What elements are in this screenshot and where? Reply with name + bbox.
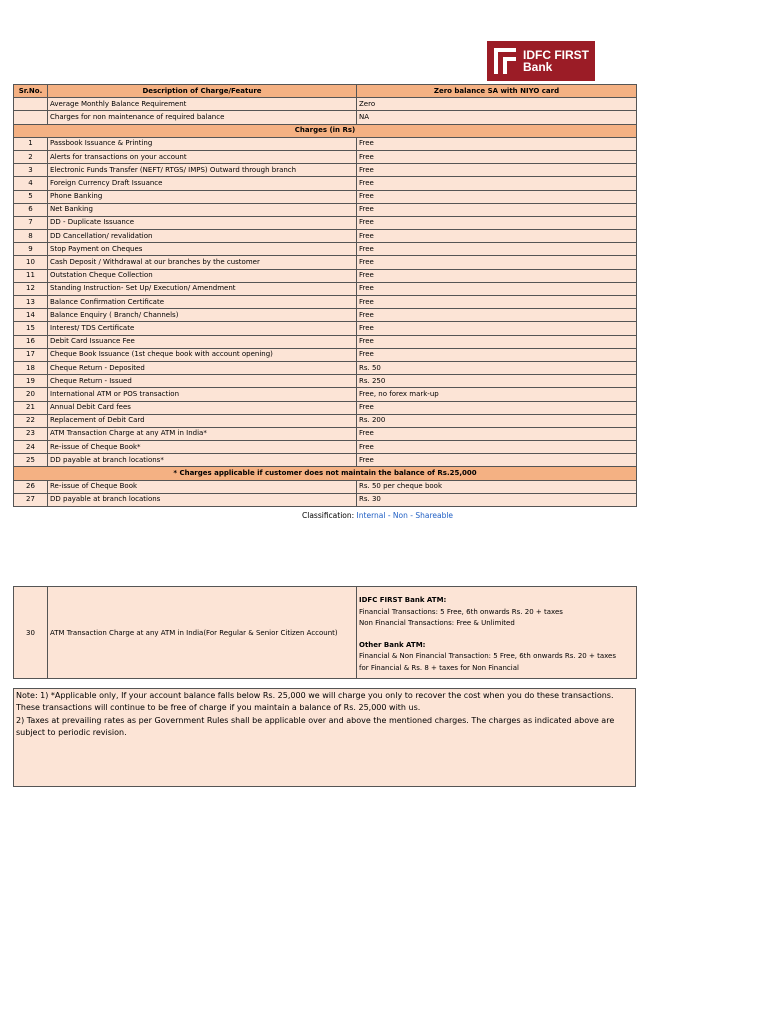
row-value: Free	[357, 190, 637, 203]
row-description: ATM Transaction Charge at any ATM in India*	[48, 427, 357, 440]
row-description: Passbook Issuance & Printing	[48, 137, 357, 150]
row-srno: 18	[14, 361, 48, 374]
other-atm-title: Other Bank ATM:	[359, 640, 426, 649]
table-row	[14, 243, 637, 256]
row-value: Rs. 30	[357, 493, 637, 506]
logo-line2: Bank	[523, 60, 553, 74]
row-srno: 11	[14, 269, 48, 282]
row-value: Free	[357, 164, 637, 177]
row-value: Zero	[357, 98, 637, 111]
table-row	[14, 150, 637, 163]
row-description: Cheque Return - Issued	[48, 375, 357, 388]
table-row	[14, 111, 637, 124]
idfc-atm-line1: Financial Transactions: 5 Free, 6th onwards Rs. 20 + taxes	[359, 607, 563, 616]
row-value: Free	[357, 282, 637, 295]
row-value: Free	[357, 296, 637, 309]
row-description: DD - Duplicate Issuance	[48, 216, 357, 229]
table-row	[14, 335, 637, 348]
table-row	[14, 164, 637, 177]
row-srno: 21	[14, 401, 48, 414]
row-description: International ATM or POS transaction	[48, 388, 357, 401]
section-charges-title: Charges (in Rs)	[14, 124, 637, 137]
table-row	[14, 98, 637, 111]
row-value: Free	[357, 401, 637, 414]
row-description: Cash Deposit / Withdrawal at our branches by the customer	[48, 256, 357, 269]
row-value: Free	[357, 348, 637, 361]
row-value: Rs. 50 per cheque book	[357, 480, 637, 493]
table-row	[14, 282, 637, 295]
table-row	[14, 587, 637, 679]
table-row	[14, 269, 637, 282]
row-value: NA	[357, 111, 637, 124]
row-description: Annual Debit Card fees	[48, 401, 357, 414]
table-row	[14, 309, 637, 322]
table-row	[14, 441, 637, 454]
row-value: Free	[357, 335, 637, 348]
idfc-atm-line2: Non Financial Transactions: Free & Unlimited	[359, 619, 515, 627]
row-srno: 24	[14, 441, 48, 454]
row-description: Outstation Cheque Collection	[48, 269, 357, 282]
row-description: Stop Payment on Cheques	[48, 243, 357, 256]
row-srno: 19	[14, 375, 48, 388]
classification-key: Classification:	[302, 511, 355, 520]
row-srno: 8	[14, 230, 48, 243]
row-description: DD payable at branch locations	[48, 493, 357, 506]
row-description: Average Monthly Balance Requirement	[48, 98, 357, 111]
row-value: Rs. 200	[357, 414, 637, 427]
row-srno: 14	[14, 309, 48, 322]
row-description: Phone Banking	[48, 190, 357, 203]
table-row	[14, 480, 637, 493]
table-row	[14, 322, 637, 335]
charges-table	[13, 84, 637, 507]
row-srno: 25	[14, 454, 48, 467]
row-srno: 26	[14, 480, 48, 493]
idfc-first-bank-logo	[487, 41, 595, 81]
table-row	[14, 361, 637, 374]
row-value: Free	[357, 177, 637, 190]
row-srno: 9	[14, 243, 48, 256]
row-description: DD payable at branch locations*	[48, 454, 357, 467]
note-line3: 2) Taxes at prevailing rates as per Government Rules shall be applicable over and above the mentioned charges. The charges as indicated above are	[16, 715, 615, 725]
header-srno: Sr.No.	[14, 85, 48, 98]
row-srno: 2	[14, 150, 48, 163]
table-row	[14, 177, 637, 190]
table-row	[14, 348, 637, 361]
table-row	[14, 256, 637, 269]
row-value: Free	[357, 322, 637, 335]
row-value: Free	[357, 309, 637, 322]
note-line1: Note: 1) *Applicable only, If your account balance falls below Rs. 25,000 we will charge you only to recover the cost when you do these transactions.	[16, 691, 614, 700]
row-value	[357, 587, 637, 679]
row-srno: 4	[14, 177, 48, 190]
table-row	[14, 216, 637, 229]
row-value: Free	[357, 216, 637, 229]
row-srno: 6	[14, 203, 48, 216]
row-value: Free	[357, 269, 637, 282]
table-row	[14, 230, 637, 243]
row-description: Electronic Funds Transfer (NEFT/ RTGS/ IMPS) Outward through branch	[48, 164, 357, 177]
row-description: Alerts for transactions on your account	[48, 150, 357, 163]
row-description: Cheque Book Issuance (1st cheque book with account opening)	[48, 348, 357, 361]
row-description: Balance Confirmation Certificate	[48, 296, 357, 309]
table-row	[14, 454, 637, 467]
row-srno: 23	[14, 427, 48, 440]
row-value: Free	[357, 150, 637, 163]
table-row	[14, 296, 637, 309]
row-srno: 1	[14, 137, 48, 150]
row-value: Free	[357, 137, 637, 150]
row-value: Free	[357, 454, 637, 467]
section-conditional-title: * Charges applicable if customer does not maintain the balance of Rs.25,000	[14, 467, 637, 480]
note-box	[13, 688, 636, 787]
row-value: Free	[357, 427, 637, 440]
classification-label	[302, 511, 453, 520]
row-description: Balance Enquiry ( Branch/ Channels)	[48, 309, 357, 322]
table-row	[14, 190, 637, 203]
row-srno: 17	[14, 348, 48, 361]
row-description: Standing Instruction- Set Up/ Execution/ Amendment	[48, 282, 357, 295]
row-description: DD Cancellation/ revalidation	[48, 230, 357, 243]
row-value: Free	[357, 203, 637, 216]
atm-charge-table	[13, 586, 637, 679]
header-value: Zero balance SA with NIYO card	[357, 85, 637, 98]
header-description: Description of Charge/Feature	[48, 85, 357, 98]
table-row	[14, 493, 637, 506]
note-line2: These transactions will continue to be free of charge if you maintain a balance of Rs. 25,000 with us.	[16, 703, 421, 713]
row-description: Interest/ TDS Certificate	[48, 322, 357, 335]
row-description: ATM Transaction Charge at any ATM in India(For Regular & Senior Citizen Account)	[48, 587, 357, 679]
row-srno: 3	[14, 164, 48, 177]
table-row	[14, 427, 637, 440]
classification-value: Internal - Non - Shareable	[356, 511, 454, 520]
row-value: Free	[357, 243, 637, 256]
row-description: Foreign Currency Draft Issuance	[48, 177, 357, 190]
row-srno: 10	[14, 256, 48, 269]
row-description: Replacement of Debit Card	[48, 414, 357, 427]
row-description: Debit Card Issuance Fee	[48, 335, 357, 348]
row-description: Re-issue of Cheque Book*	[48, 441, 357, 454]
row-srno: 15	[14, 322, 48, 335]
row-description: Net Banking	[48, 203, 357, 216]
row-srno: 7	[14, 216, 48, 229]
table-row	[14, 203, 637, 216]
table-row	[14, 137, 637, 150]
row-srno: 13	[14, 296, 48, 309]
idfc-atm-title: IDFC FIRST Bank ATM:	[359, 596, 447, 604]
table-row	[14, 414, 637, 427]
row-description: Re-issue of Cheque Book	[48, 480, 357, 493]
idfc-logo-icon	[494, 48, 516, 74]
row-value: Free, no forex mark-up	[357, 388, 637, 401]
note-line4: subject to periodic revision.	[16, 727, 127, 737]
other-atm-line2: for Financial & Rs. 8 + taxes for Non Financial	[359, 663, 519, 672]
table-row	[14, 388, 637, 401]
row-value: Rs. 250	[357, 375, 637, 388]
row-value: Free	[357, 441, 637, 454]
row-srno: 12	[14, 282, 48, 295]
row-srno: 27	[14, 493, 48, 506]
table-row	[14, 401, 637, 414]
row-srno: 22	[14, 414, 48, 427]
row-srno: 5	[14, 190, 48, 203]
row-srno: 30	[14, 587, 48, 679]
logo-line1: IDFC FIRST	[523, 48, 589, 62]
row-value: Free	[357, 230, 637, 243]
row-srno: 20	[14, 388, 48, 401]
row-description: Charges for non maintenance of required balance	[48, 111, 357, 124]
row-value: Free	[357, 256, 637, 269]
row-value: Rs. 50	[357, 361, 637, 374]
row-srno: 16	[14, 335, 48, 348]
row-description: Cheque Return - Deposited	[48, 361, 357, 374]
table-row	[14, 375, 637, 388]
other-atm-line1: Financial & Non Financial Transaction: 5 Free, 6th onwards Rs. 20 + taxes	[359, 652, 616, 660]
